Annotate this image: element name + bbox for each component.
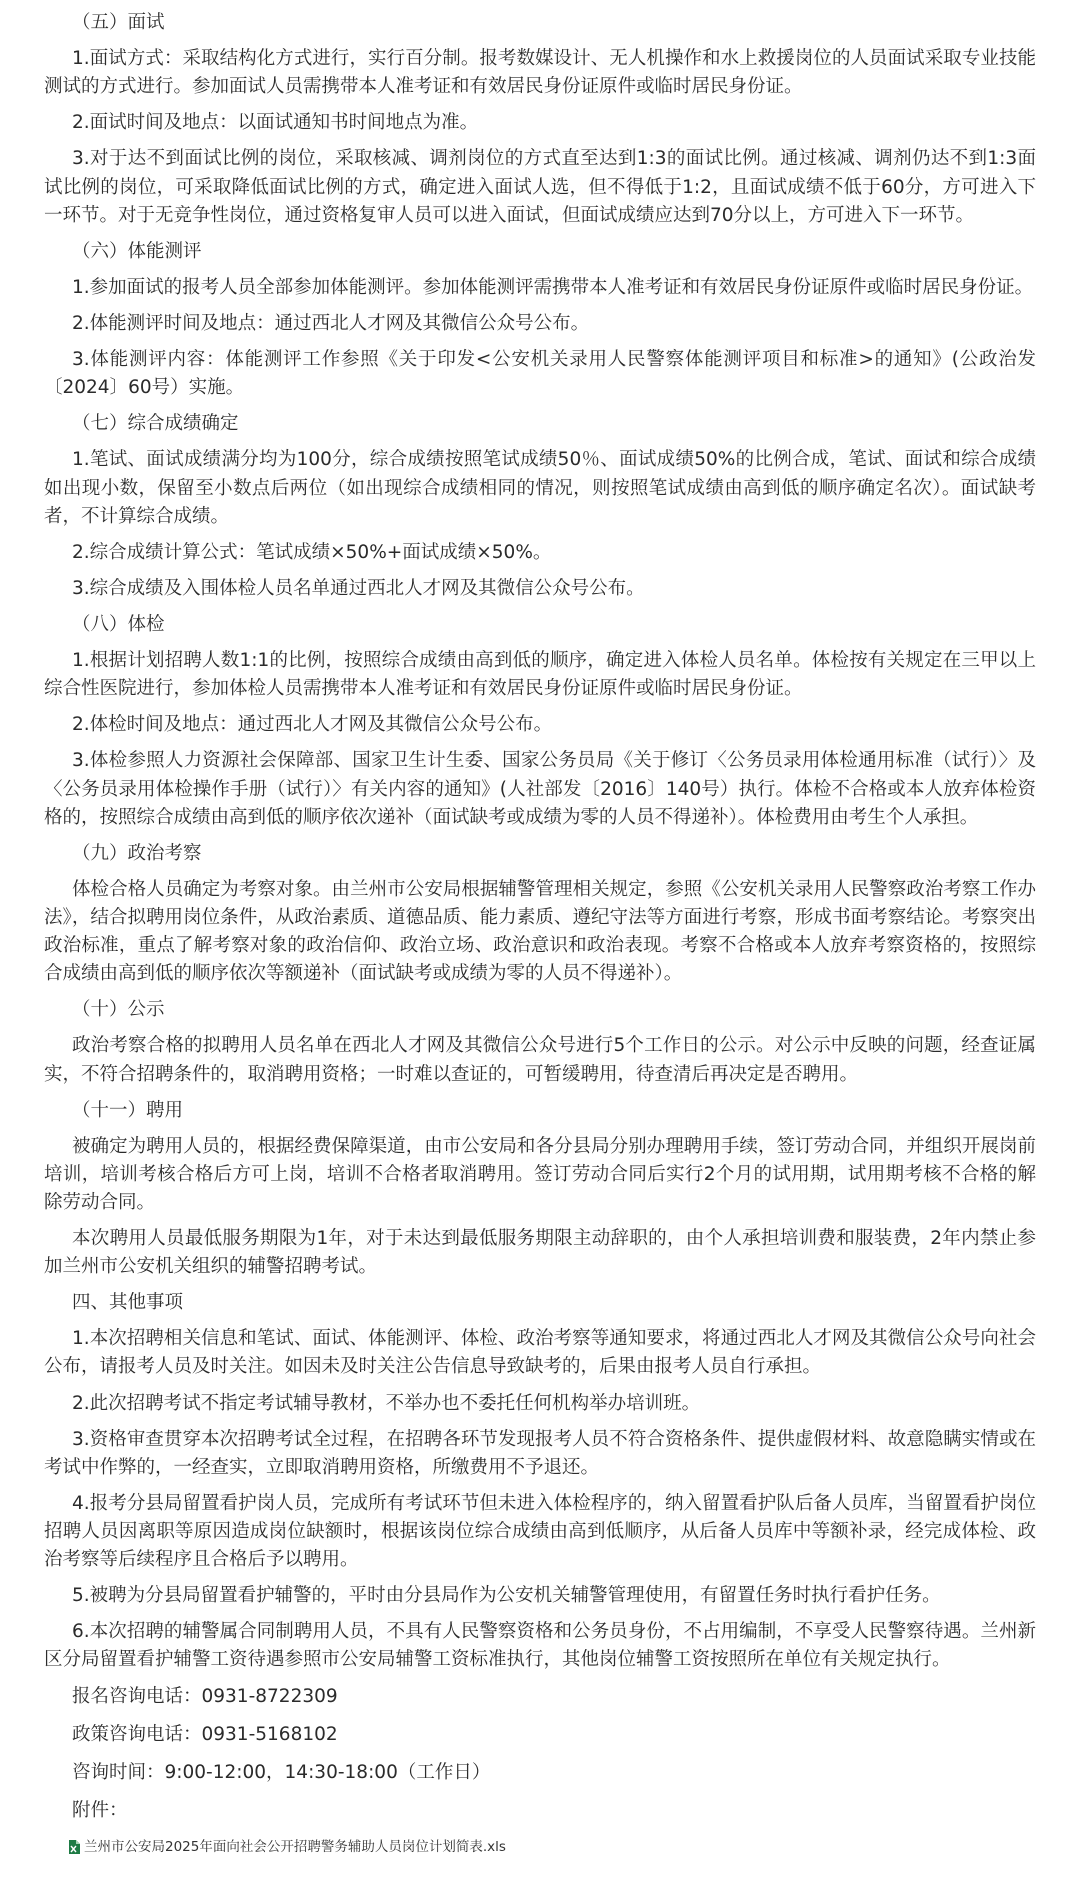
section-paragraph: 本次聘用人员最低服务期限为1年，对于未达到最低服务期限主动辞职的，由个人承担培训费和服装费，2年内禁止参加兰州市公安机关组织的辅警招聘考试。 <box>44 1228 1036 1278</box>
section-heading: （八）体检 <box>72 613 165 635</box>
section-paragraph: 被确定为聘用人员的，根据经费保障渠道，由市公安局和各分县局分别办理聘用手续，签订劳动合同，并组织开展岗前培训，培训考核合格后方可上岗，培训不合格者取消聘用。签订劳动合同后实行2个月的试用期，试用期考核不合格的解除劳动合同。 <box>44 1135 1036 1213</box>
attachment-label: 附件： <box>72 1799 128 1821</box>
section-paragraph: 1.参加面试的报考人员全部参加体能测评。参加体能测评需携带本人准考证和有效居民身份证原件或临时居民身份证。 <box>72 276 1034 298</box>
section-paragraph: 2.体能测评时间及地点：通过西北人才网及其微信公众号公布。 <box>72 312 590 334</box>
section-paragraph: 3.体能测评内容：体能测评工作参照《关于印发<公安机关录用人民警察体能测评项目和标准>的通知》(公政治发〔2024〕60号）实施。 <box>44 349 1036 399</box>
section-paragraph: 5.被聘为分县局留置看护辅警的，平时由分县局作为公安机关辅警管理使用，有留置任务时执行看护任务。 <box>72 1585 941 1607</box>
excel-file-icon <box>68 1840 80 1854</box>
section-heading: （七）综合成绩确定 <box>72 413 239 435</box>
policy-phone: 政策咨询电话：0931-5168102 <box>72 1723 338 1745</box>
attachment-link[interactable] <box>44 1837 1036 1858</box>
section-paragraph: 2.此次招聘考试不指定考试辅导教材，不举办也不委托任何机构举办培训班。 <box>72 1392 701 1414</box>
section-heading: （五）面试 <box>72 12 165 33</box>
section-paragraph: 4.报考分县局留置看护岗人员，完成所有考试环节但未进入体检程序的，纳入留置看护队后备人员库，当留置看护岗位招聘人员因离职等原因造成岗位缺额时，根据该岗位综合成绩由高到低顺序，从后备人员库中等额补录，经完成体检、政治考察等后续程序且合格后予以聘用。 <box>44 1492 1036 1571</box>
section-paragraph: 1.本次招聘相关信息和笔试、面试、体能测评、体检、政治考察等通知要求，将通过西北人才网及其微信公众号向社会公布，请报考人员及时关注。如因未及时关注公告信息导致缺考的，后果由报考人员自行承担。 <box>44 1328 1036 1378</box>
attachment-filename[interactable]: 兰州市公安局2025年面向社会公开招聘警务辅助人员岗位计划简表.xls <box>84 1839 506 1856</box>
section-paragraph: 3.体检参照人力资源社会保障部、国家卫生计生委、国家公务员局《关于修订〈公务员录用体检通用标准（试行）〉及〈公务员录用体检操作手册（试行）〉有关内容的通知》(人社部发〔2016〕140号）执行。体检不合格或本人放弃体检资格的，按照综合成绩由高到低的顺序依次递补（面试缺考或成绩为零的人员不得递补）。体检费用由考生个人承担。 <box>44 750 1036 828</box>
section-heading: 四、其他事项 <box>72 1292 184 1314</box>
section-paragraph: 3.对于达不到面试比例的岗位，采取核减、调剂岗位的方式直至达到1:3的面试比例。通过核减、调剂仍达不到1:3面试比例的岗位，可采取降低面试比例的方式，确定进入面试人选，但不得低于1:2，且面试成绩不低于60分，方可进入下一环节。对于无竞争性岗位，通过资格复审人员可以进入面试，但面试成绩应达到70分以上，方可进入下一环节。 <box>44 148 1036 226</box>
section-paragraph: 2.面试时间及地点：以面试通知书时间地点为准。 <box>72 112 479 134</box>
section-heading: （十一）聘用 <box>72 1099 184 1121</box>
section-paragraph: 6.本次招聘的辅警属合同制聘用人员，不具有人民警察资格和公务员身份，不占用编制，不享受人民警察待遇。兰州新区分局留置看护辅警工资待遇参照市公安局辅警工资标准执行，其他岗位辅警工资按照所在单位有关规定执行。 <box>44 1621 1036 1671</box>
section-paragraph: 2.体检时间及地点：通过西北人才网及其微信公众号公布。 <box>72 714 553 736</box>
section-paragraph: 3.综合成绩及入围体检人员名单通过西北人才网及其微信公众号公布。 <box>72 577 645 599</box>
section-heading: （十）公示 <box>72 999 165 1021</box>
section-paragraph: 1.面试方式：采取结构化方式进行，实行百分制。报考数媒设计、无人机操作和水上救援岗位的人员面试采取专业技能测试的方式进行。参加面试人员需携带本人准考证和有效居民身份证原件或临时居民身份证。 <box>44 48 1036 98</box>
section-heading: （九）政治考察 <box>72 842 202 864</box>
section-paragraph: 2.综合成绩计算公式：笔试成绩×50%+面试成绩×50%。 <box>72 541 552 563</box>
registration-phone: 报名咨询电话：0931-8722309 <box>72 1685 338 1707</box>
section-paragraph: 1.笔试、面试成绩满分均为100分，综合成绩按照笔试成绩50％、面试成绩50%的比例合成，笔试、面试和综合成绩如出现小数，保留至小数点后两位（如出现综合成绩相同的情况，则按照笔试成绩由高到低的顺序确定名次）。面试缺考者，不计算综合成绩。 <box>44 449 1036 527</box>
section-heading: （六）体能测评 <box>72 240 202 262</box>
section-paragraph: 1.根据计划招聘人数1:1的比例，按照综合成绩由高到低的顺序，确定进入体检人员名单。体检按有关规定在三甲以上综合性医院进行，参加体检人员需携带本人准考证和有效居民身份证原件或临时居民身份证。 <box>44 650 1036 700</box>
notice-body <box>44 9 1036 1675</box>
section-paragraph: 体检合格人员确定为考察对象。由兰州市公安局根据辅警管理相关规定，参照《公安机关录用人民警察政治考察工作办法》，结合拟聘用岗位条件，从政治素质、道德品质、能力素质、遵纪守法等方面进行考察，形成书面考察结论。考察突出政治标准，重点了解考察对象的政治信仰、政治立场、政治意识和政治表现。考察不合格或本人放弃考察资格的，按照综合成绩由高到低的顺序依次等额递补（面试缺考或成绩为零的人员不得递补）。 <box>44 878 1036 985</box>
consult-hours: 咨询时间：9:00-12:00，14:30-18:00（工作日） <box>72 1761 491 1783</box>
section-paragraph: 政治考察合格的拟聘用人员名单在西北人才网及其微信公众号进行5个工作日的公示。对公示中反映的问题，经查证属实，不符合招聘条件的，取消聘用资格；一时难以查证的，可暂缓聘用，待查清后再决定是否聘用。 <box>44 1035 1036 1085</box>
section-paragraph: 3.资格审查贯穿本次招聘考试全过程，在招聘各环节发现报考人员不符合资格条件、提供虚假材料、故意隐瞒实情或在考试中作弊的，一经查实，立即取消聘用资格，所缴费用不予退还。 <box>44 1428 1036 1478</box>
